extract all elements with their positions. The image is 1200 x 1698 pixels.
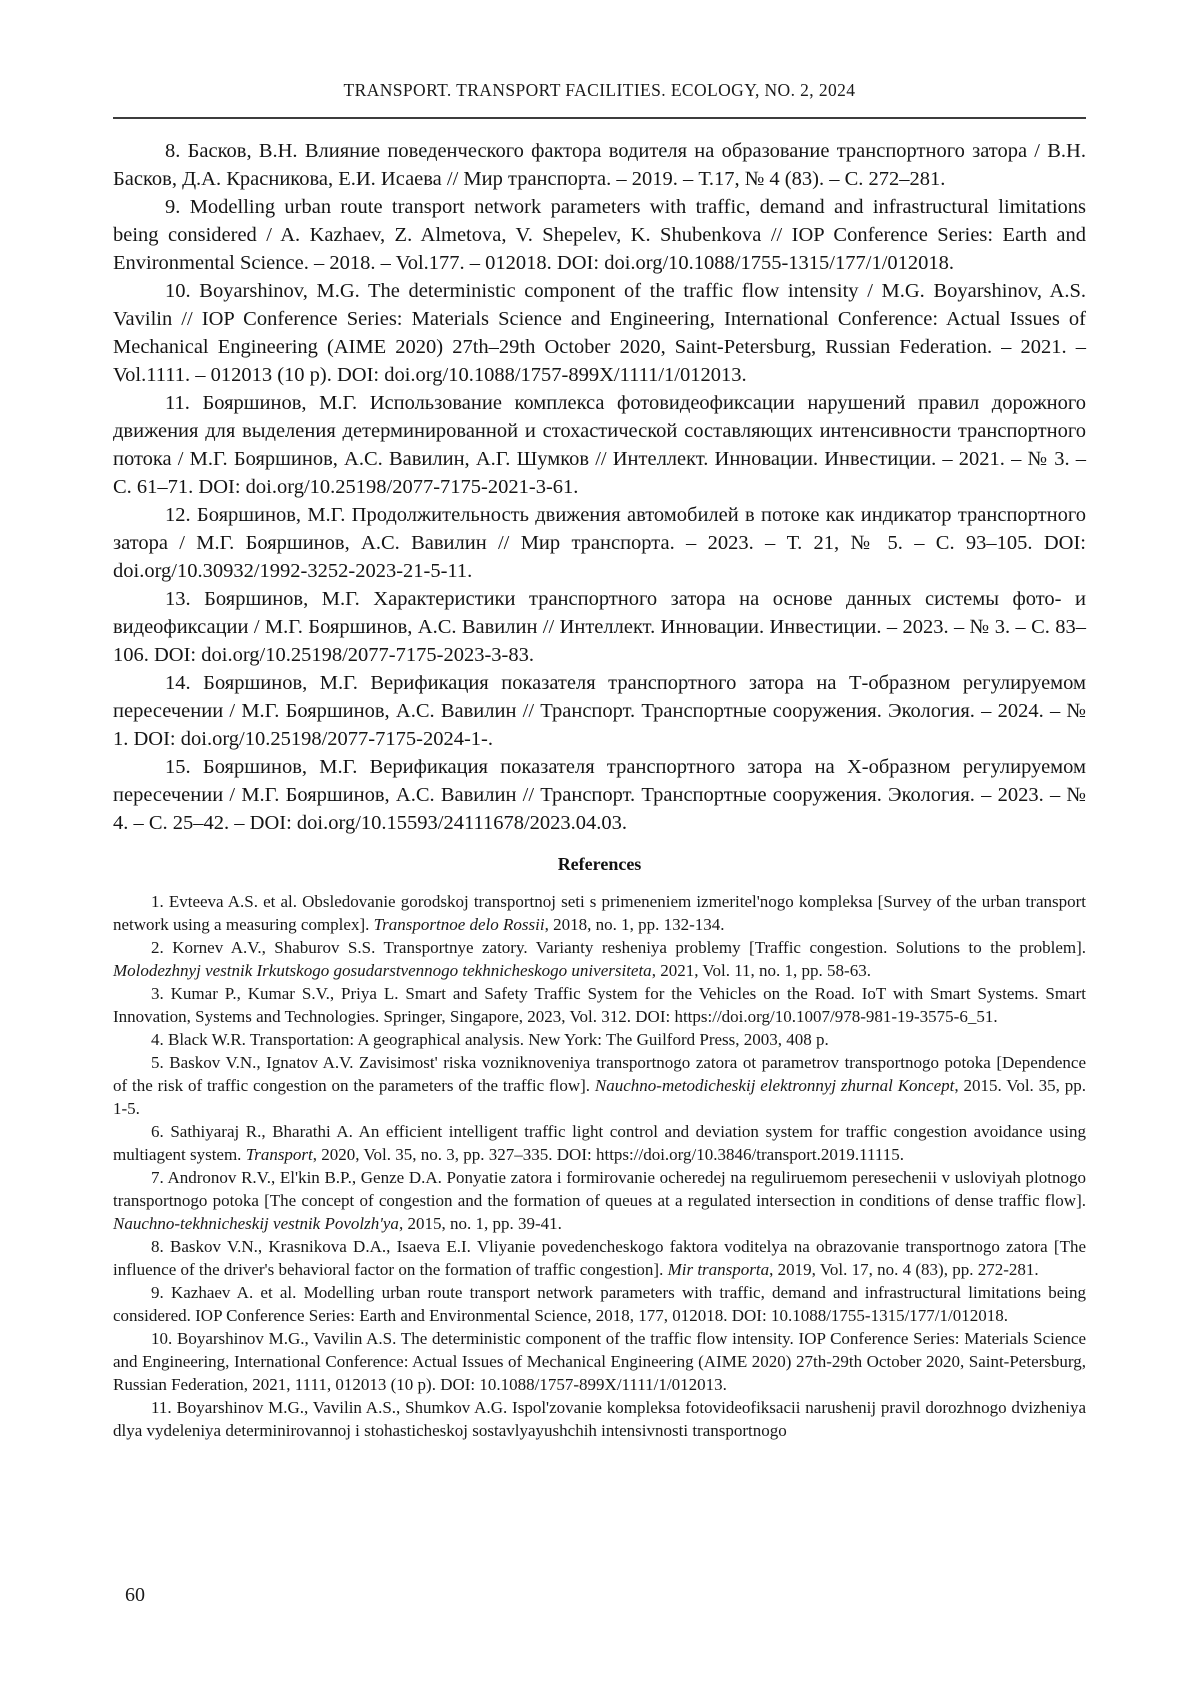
references-heading: References [557, 854, 642, 874]
reference-item-1 [113, 890, 1086, 936]
bibliography-item-15: 15. Бояршинов, М.Г. Верификация показателя транспортного затора на Х-образном регулируемом пересечении / М.Г. Бояршинов, А.С. Вавилин // Транспорт. Транспортные сооружения. Экология. – 2023. – № 4. – С. 25–42. – DOI: doi.org/10.15593/24111678/2023.04.03. [113, 756, 1086, 834]
reference-item-7 [113, 1166, 1086, 1235]
bibliography-item-14: 14. Бояршинов, М.Г. Верификация показателя транспортного затора на Т-образном регулируемом пересечении / М.Г. Бояршинов, А.С. Вавилин // Транспорт. Транспортные сооружения. Экология. – 2024. – № 1. DOI: doi.org/10.25198/2077-7175-2024-1-. [113, 672, 1086, 750]
ref-text: 9. Kazhaev A. et al. Modelling urban route transport network parameters with traffic, demand and infrastructural limitations being considered. IOP Conference Series: Earth and Environmental Science, 2018, 177, 012018. DOI: 10.1088/1755-1315/177/1/012018. [113, 1283, 1086, 1325]
reference-item-6 [113, 1120, 1086, 1166]
ref-text: 6. Sathiyaraj R., Bharathi A. An efficient intelligent traffic light control and deviation system for traffic congestion avoidance using multiagent system. [113, 1122, 1086, 1164]
ref-text: , 2018, no. 1, pp. 132-134. [544, 915, 725, 934]
ref-text: 10. Boyarshinov M.G., Vavilin A.S. The deterministic component of the traffic flow intensity. IOP Conference Series: Materials Science and Engineering, International Conference: Actual Issues of Mechanical Engineering (AIME 2020) 27th-29th October 2020, Saint-Petersburg, Russian Federation, 2021, 1111, 012013 (10 p). DOI: 10.1088/1757-899X/1111/1/012013. [113, 1329, 1086, 1394]
ref-text: , 2015. Vol. 35, pp. 1-5. [113, 1076, 1086, 1118]
page-number: 60 [125, 1584, 145, 1606]
bibliography-item-12: 12. Бояршинов, М.Г. Продолжительность движения автомобилей в потоке как индикатор транспортного затора / М.Г. Бояршинов, А.С. Вавилин // Мир транспорта. – 2023. – Т. 21, № 5. – С. 93–105. DOI: doi.org/10.30932/1992-3252-2023-21-5-11. [113, 504, 1086, 582]
ref-text: 5. Baskov V.N., Ignatov A.V. Zavisimost' riska vozniknoveniya transportnogo zatora ot parametrov transportnogo potoka [Dependence of the risk of traffic congestion on the parameters of the traffic flow]. [113, 1053, 1086, 1095]
ref-journal-title: Mir transporta [667, 1260, 770, 1279]
reference-item-4 [113, 1028, 1086, 1051]
bibliography-item-9: 9. Modelling urban route transport network parameters with traffic, demand and infrastructural limitations being considered / A. Kazhaev, Z. Almetova, V. Shepelev, K. Shubenkova // IOP Conference Series: Earth and Environmental Science. – 2018. – Vol.177. – 012018. DOI: doi.org/10.1088/1755-1315/177/1/012018. [113, 196, 1086, 274]
reference-item-2 [113, 936, 1086, 982]
reference-item-5 [113, 1051, 1086, 1120]
reference-item-11 [113, 1396, 1086, 1442]
reference-item-8 [113, 1235, 1086, 1281]
bibliography-item-13: 13. Бояршинов, М.Г. Характеристики транспортного затора на основе данных системы фото- и видеофиксации / М.Г. Бояршинов, А.С. Вавилин // Интеллект. Инновации. Инвестиции. – 2023. – № 3. – С. 83–106. DOI: doi.org/10.25198/2077-7175-2023-3-83. [113, 588, 1086, 666]
ref-text: 3. Kumar P., Kumar S.V., Priya L. Smart and Safety Traffic System for the Vehicles on the Road. IoT with Smart Systems. Smart Innovation, Systems and Technologies. Springer, Singapore, 2023, Vol. 312. DOI: https://doi.org/10.1007/978-981-19-3575-6_51. [113, 984, 1086, 1026]
page-content [113, 137, 1086, 1442]
ref-text: 1. Evteeva A.S. et al. Obsledovanie gorodskoj transportnoj seti s primeneniem izmeritel'nogo kompleksa [Survey of the urban transport network using a measuring complex]. [113, 892, 1086, 934]
ref-text: 2. Kornev A.V., Shaburov S.S. Transportnye zatory. Varianty resheniya problemy [Traffic congestion. Solutions to the problem]. [151, 938, 1086, 957]
ref-journal-title: Transportnoe delo Rossii [373, 915, 545, 934]
ref-text: , 2019, Vol. 17, no. 4 (83), pp. 272-281. [769, 1260, 1039, 1279]
ref-journal-title: Nauchno-tekhnicheskij vestnik Povolzh'ya [113, 1214, 399, 1233]
bibliography-russian-section [113, 137, 1086, 837]
ref-journal-title: Molodezhnyj vestnik Irkutskogo gosudarstvennogo tekhnicheskogo universiteta [113, 961, 652, 980]
ref-text: , 2020, Vol. 35, no. 3, pp. 327–335. DOI: https://doi.org/10.3846/transport.2019.11115. [312, 1145, 905, 1164]
ref-text: 8. Baskov V.N., Krasnikova D.A., Isaeva E.I. Vliyanie povedencheskogo faktora voditelya na obrazovanie transportnogo zatora [The influence of the driver's behavioral factor on the formation of traffic congestion]. [113, 1237, 1086, 1279]
references-section [113, 890, 1086, 1442]
bibliography-item-11: 11. Бояршинов, М.Г. Использование комплекса фотовидеофиксации нарушений правил дорожного движения для выделения детерминированной и стохастической составляющих интенсивности транспортного потока / М.Г. Бояршинов, А.С. Вавилин, А.Г. Шумков // Интеллект. Инновации. Инвестиции. – 2021. – № 3. – С. 61–71. DOI: doi.org/10.25198/2077-7175-2021-3-61. [113, 392, 1086, 498]
bibliography-item-10: 10. Boyarshinov, M.G. The deterministic component of the traffic flow intensity / M.G. Boyarshinov, A.S. Vavilin // IOP Conference Series: Materials Science and Engineering, International Conference: Actual Issues of Mechanical Engineering (AIME 2020) 27th–29th October 2020, Saint-Petersburg, Russian Federation. – 2021. – Vol.1111. – 012013 (10 p). DOI: doi.org/10.1088/1757-899X/1111/1/012013. [113, 280, 1086, 386]
reference-item-10 [113, 1327, 1086, 1396]
bibliography-item-8: 8. Басков, В.Н. Влияние поведенческого фактора водителя на образование транспортного затора / В.Н. Басков, Д.А. Красникова, Е.И. Исаева // Мир транспорта. – 2019. – Т.17, № 4 (83). – С. 272–281. [113, 140, 1086, 190]
ref-text: 4. Black W.R. Transportation: A geographical analysis. New York: The Guilford Press, 2003, 408 p. [151, 1030, 829, 1049]
journal-header: TRANSPORT. TRANSPORT FACILITIES. ECOLOGY, NO. 2, 2024 [343, 80, 856, 100]
ref-text: , 2015, no. 1, pp. 39-41. [398, 1214, 562, 1233]
reference-item-3 [113, 982, 1086, 1028]
ref-journal-title: Transport [245, 1145, 313, 1164]
ref-journal-title: Nauchno-metodicheskij elektronnyj zhurnal Koncept [594, 1076, 955, 1095]
header-rule [113, 117, 1086, 119]
ref-text: 7. Andronov R.V., El'kin B.P., Genze D.A. Ponyatie zatora i formirovanie ocheredej na reguliruemom peresechenii v usloviyah plotnogo transportnogo potoka [The concept of congestion and the formation of queues at a regulated intersection in conditions of dense traffic flow]. [113, 1168, 1086, 1210]
ref-text: 11. Boyarshinov M.G., Vavilin A.S., Shumkov A.G. Ispol'zovanie kompleksa fotovideofiksacii narushenij pravil dorozhnogo dvizheniya dlya vydeleniya determinirovannoj i stohasticheskoj sostavlyayushchih intensivnosti transportnogo [113, 1398, 1086, 1440]
reference-item-9 [113, 1281, 1086, 1327]
ref-text: , 2021, Vol. 11, no. 1, pp. 58-63. [651, 961, 871, 980]
